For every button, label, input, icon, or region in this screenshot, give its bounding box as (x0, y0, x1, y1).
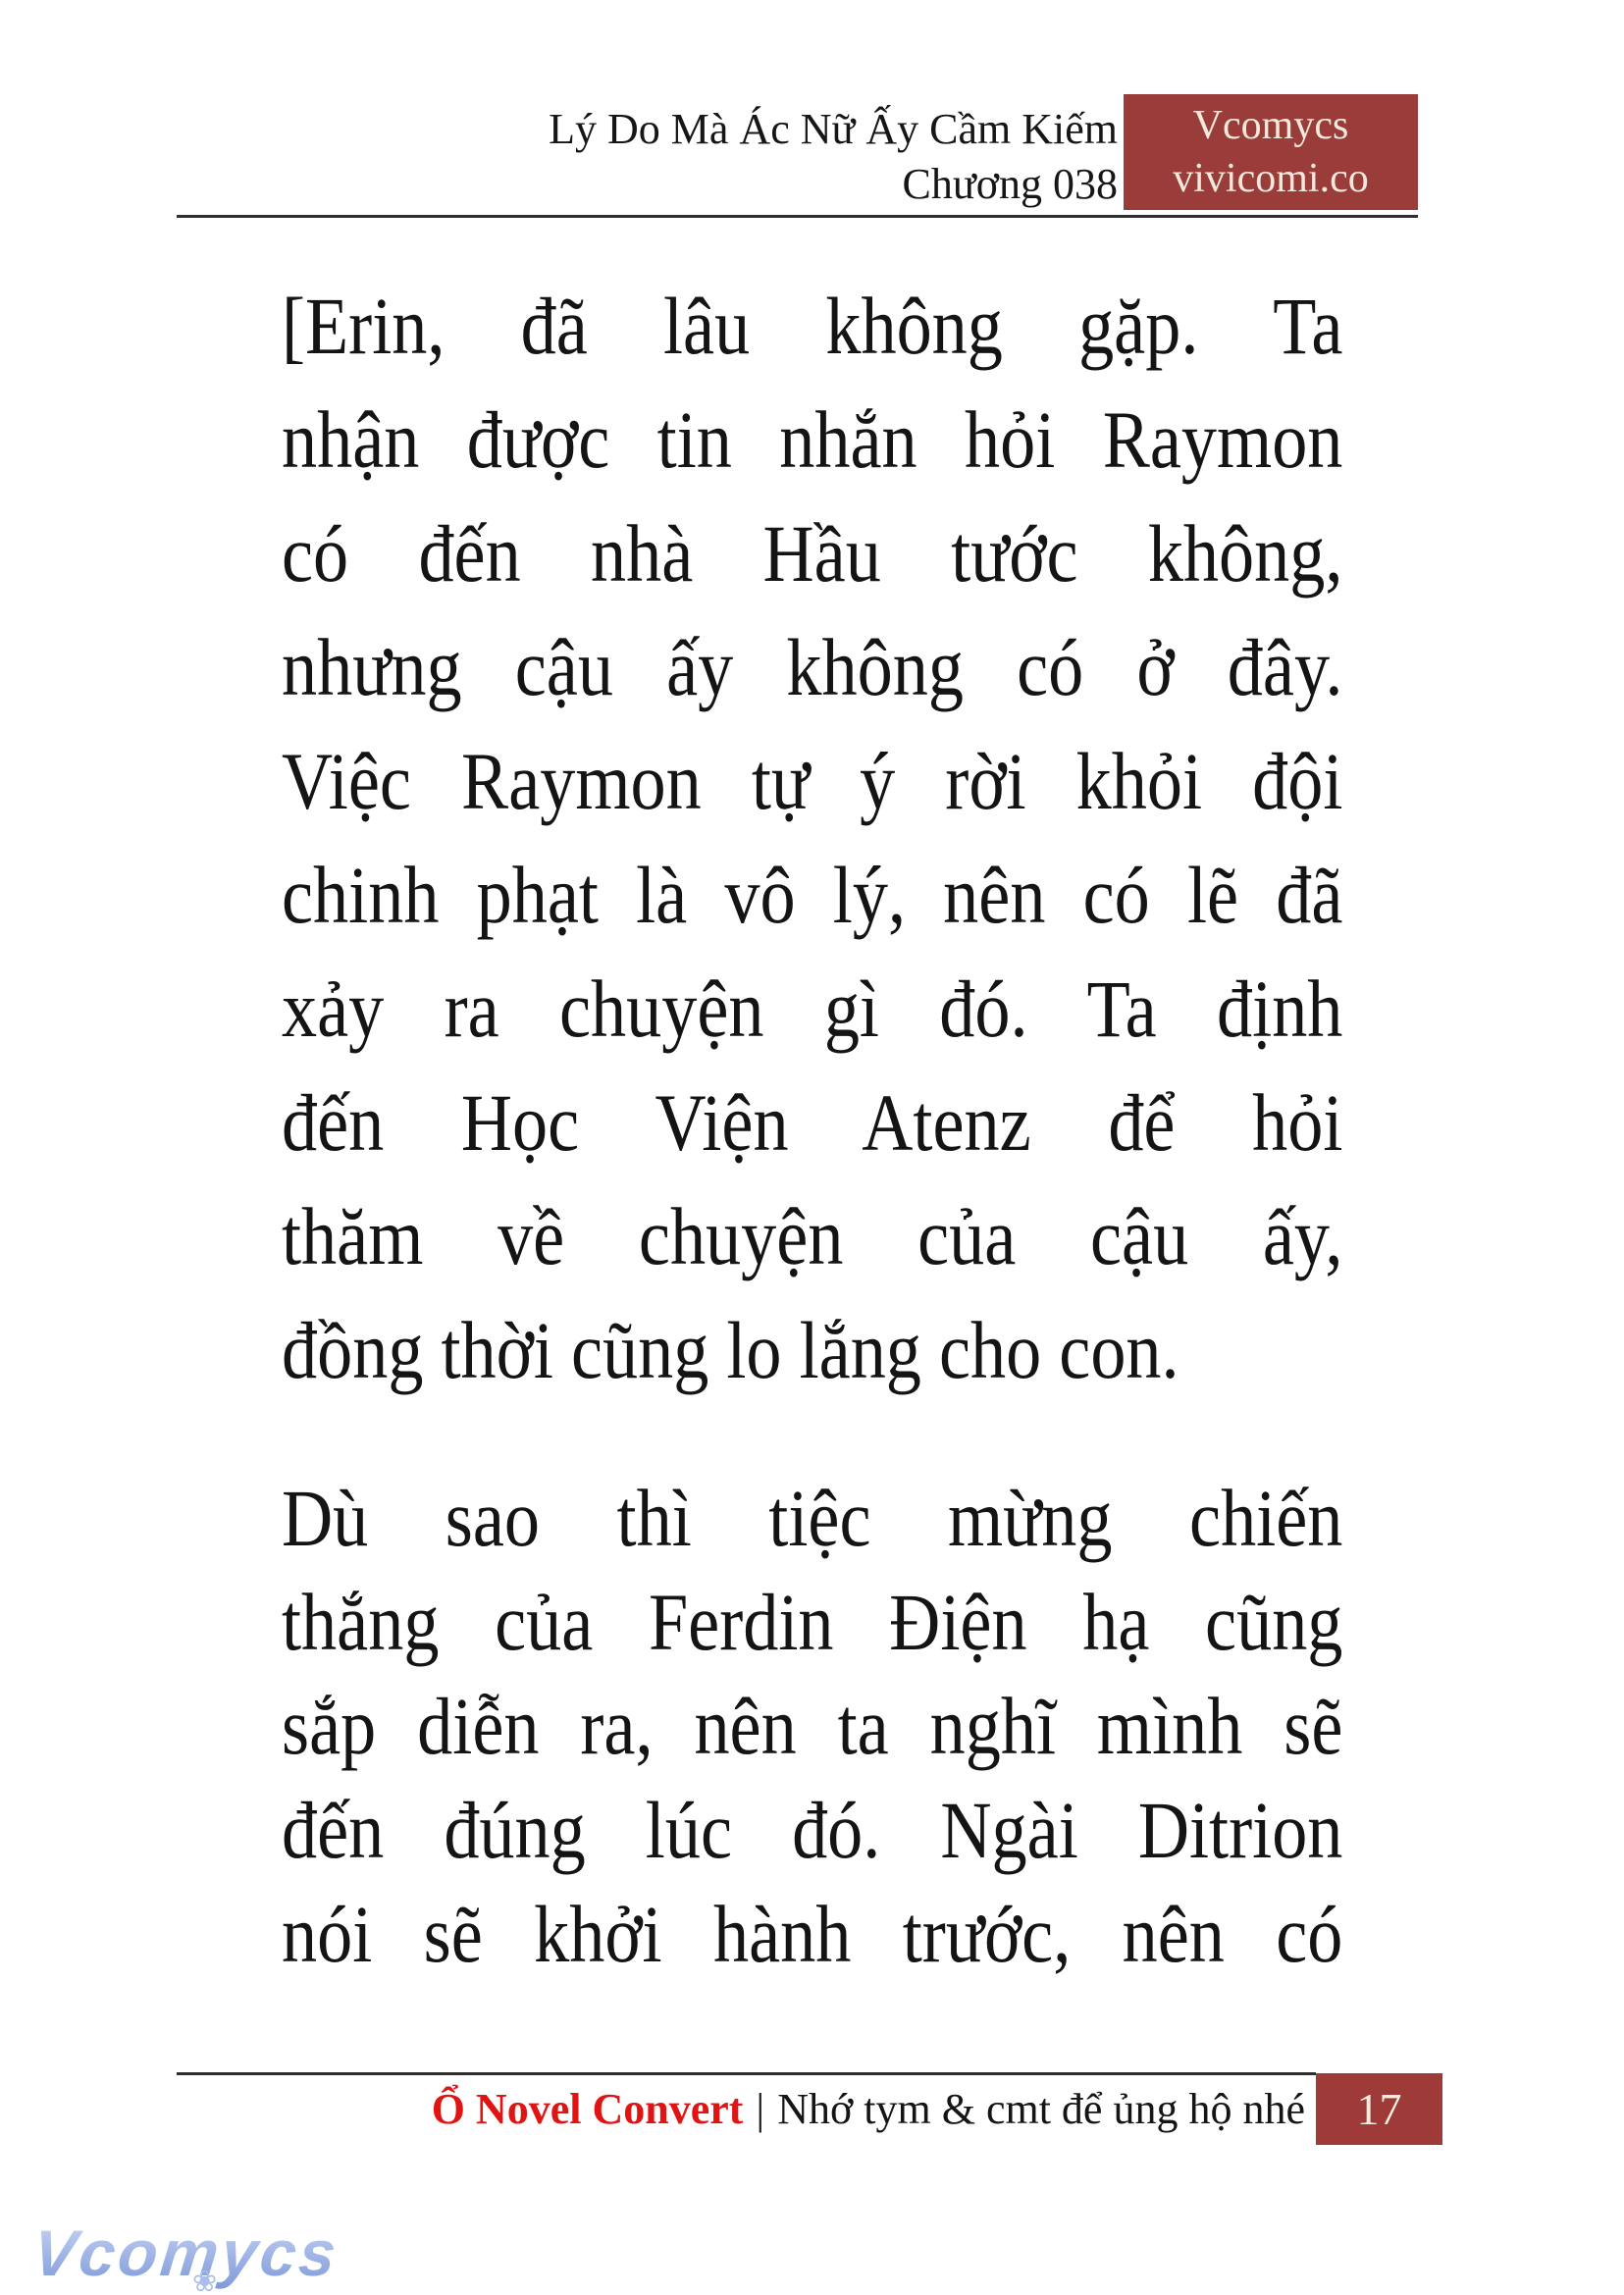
text-line: có đến nhà Hầu tước không, (282, 508, 1343, 599)
text-line: xảy ra chuyện gì đó. Ta định (282, 964, 1343, 1054)
text-line: nhưng cậu ấy không có ở đây. (282, 622, 1343, 712)
text-line: chinh phạt là vô lý, nên có lẽ đã (282, 850, 1343, 940)
footer-message: Nhớ tym & cmt để ủng hộ nhé (777, 2085, 1305, 2133)
text-line: [Erin, đã lâu không gặp. Ta (282, 281, 1343, 371)
brand-site: vivicomi.co (1173, 156, 1369, 201)
paragraph-1 (282, 269, 1342, 1407)
text-line: nói sẽ khởi hành trước, nên có (282, 1889, 1343, 1979)
text-line: nhận được tin nhắn hỏi Raymon (282, 394, 1343, 485)
text-line: thăm về chuyện của cậu ấy, (282, 1191, 1343, 1281)
footer-separator: | (756, 2085, 765, 2133)
text-line: đồng thời cũng lo lắng cho con. (282, 1305, 1179, 1395)
brand-name: Vcomycs (1192, 103, 1349, 148)
page-number-badge (1316, 2073, 1442, 2145)
text-line: thắng của Ferdin Điện hạ cũng (282, 1577, 1343, 1667)
paragraph-2 (282, 1466, 1342, 1986)
text-line: Việc Raymon tự ý rời khỏi đội (282, 736, 1343, 826)
page-number: 17 (1356, 2084, 1402, 2134)
text-line: Dù sao thì tiệc mừng chiến (282, 1473, 1343, 1563)
vcomycs-logo-text: Vcomycs (29, 2217, 342, 2289)
footer-credit (177, 2074, 1305, 2145)
novel-title: Lý Do Mà Ác Nữ Ấy Cầm Kiếm (549, 105, 1118, 153)
text-line: đến Học Viện Atenz để hỏi (282, 1077, 1343, 1168)
vcomycs-logo (29, 2216, 342, 2290)
text-line: đến đúng lúc đó. Ngài Ditrion (282, 1785, 1343, 1875)
flower-icon: ❀ (192, 2266, 218, 2295)
chapter-number: Chương 038 (902, 160, 1118, 208)
translation-group-name: Ổ Novel Convert (431, 2085, 744, 2133)
body-text (282, 0, 1342, 1986)
text-line: sắp diễn ra, nên ta nghĩ mình sẽ (282, 1681, 1343, 1771)
